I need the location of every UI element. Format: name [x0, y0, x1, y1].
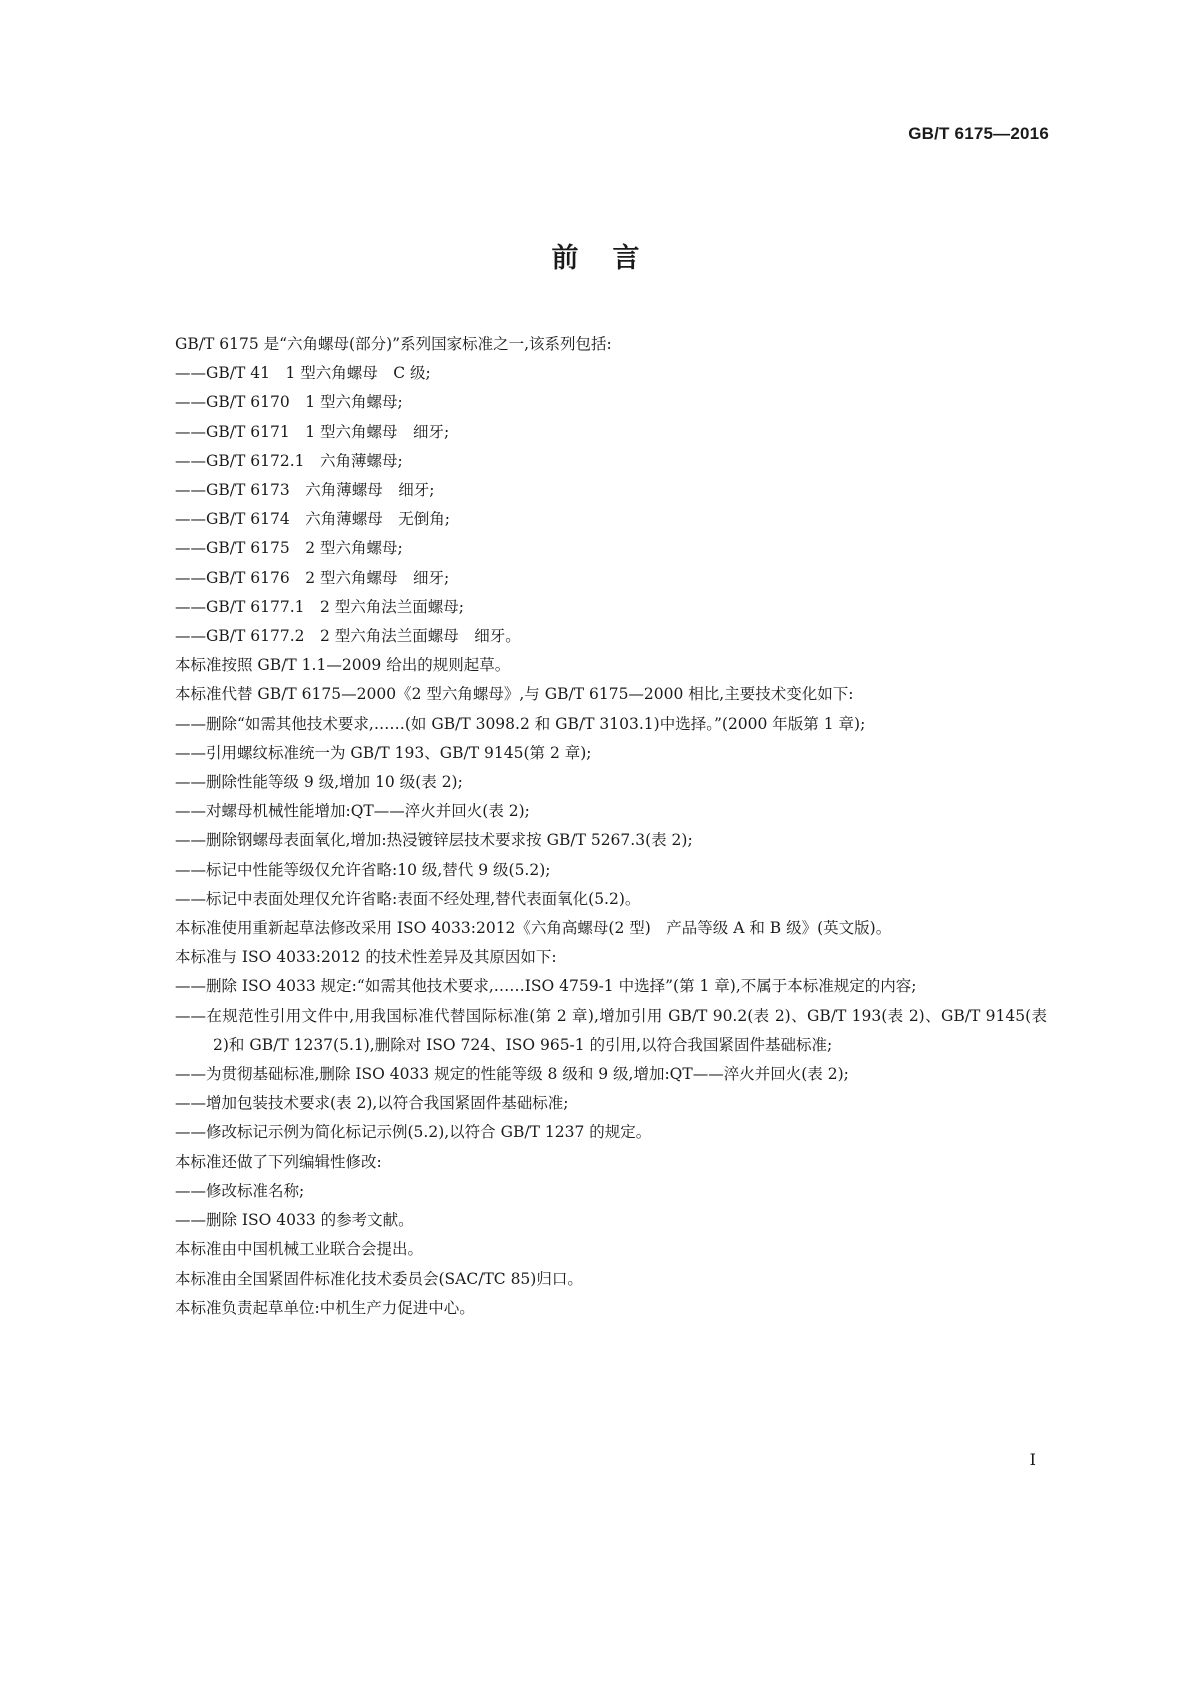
proposer-paragraph: 本标准由中国机械工业联合会提出。	[175, 1240, 424, 1259]
series-item: ——GB/T 6177.1 2 型六角法兰面螺母;	[175, 597, 465, 616]
editorial-paragraph: 本标准还做了下列编辑性修改:	[175, 1152, 382, 1171]
series-item: ——GB/T 6170 1 型六角螺母;	[175, 393, 403, 412]
change-item: ——删除钢螺母表面氧化,增加:热浸镀锌层技术要求按 GB/T 5267.3(表 2);	[175, 831, 693, 850]
replacement-paragraph: 本标准代替 GB/T 6175—2000《2 型六角螺母》,与 GB/T 6175—2000 相比,主要技术变化如下:	[175, 685, 854, 704]
difference-item: ——修改标记示例为简化标记示例(5.2),以符合 GB/T 1237 的规定。	[175, 1123, 652, 1142]
differences-paragraph: 本标准与 ISO 4033:2012 的技术性差异及其原因如下:	[175, 948, 557, 967]
difference-item: ——为贯彻基础标准,删除 ISO 4033 规定的性能等级 8 级和 9 级,增加:QT——淬火并回火(表 2);	[175, 1065, 849, 1084]
series-item: ——GB/T 41 1 型六角螺母 C 级;	[175, 364, 431, 383]
series-item: ——GB/T 6171 1 型六角螺母 细牙;	[175, 422, 450, 441]
standard-code: GB/T 6175—2016	[908, 124, 1049, 143]
change-item: ——标记中表面处理仅允许省略:表面不经处理,替代表面氧化(5.2)。	[175, 889, 641, 908]
drafter-paragraph: 本标准负责起草单位:中机生产力促进中心。	[175, 1298, 475, 1317]
change-item: ——删除性能等级 9 级,增加 10 级(表 2);	[175, 773, 463, 792]
editorial-item: ——删除 ISO 4033 的参考文献。	[175, 1211, 414, 1230]
drafting-rules-paragraph: 本标准按照 GB/T 1.1—2009 给出的规则起草。	[175, 656, 511, 675]
page-number: I	[1029, 1450, 1036, 1469]
series-item: ——GB/T 6177.2 2 型六角法兰面螺母 细牙。	[175, 627, 521, 646]
change-item: ——引用螺纹标准统一为 GB/T 193、GB/T 9145(第 2 章);	[175, 743, 592, 762]
foreword-body	[125, 330, 1047, 1323]
difference-item: ——在规范性引用文件中,用我国标准代替国际标准(第 2 章),增加引用 GB/T 90.2(表 2)、GB/T 193(表 2)、GB/T 9145(表 2)和 GB/T 1237(5.1),删除对 ISO 724、ISO 965-1 的引用,以符合我国紧固件基础标准;	[175, 1006, 1047, 1054]
series-item: ——GB/T 6175 2 型六角螺母;	[175, 539, 403, 558]
adoption-paragraph: 本标准使用重新起草法修改采用 ISO 4033:2012《六角高螺母(2 型) 产品等级 A 和 B 级》(英文版)。	[175, 919, 892, 938]
change-item: ——标记中性能等级仅允许省略:10 级,替代 9 级(5.2);	[175, 860, 551, 879]
change-item: ——对螺母机械性能增加:QT——淬火并回火(表 2);	[175, 802, 530, 821]
committee-paragraph: 本标准由全国紧固件标准化技术委员会(SAC/TC 85)归口。	[175, 1269, 583, 1288]
series-item: ——GB/T 6172.1 六角薄螺母;	[175, 451, 403, 470]
series-item: ——GB/T 6173 六角薄螺母 细牙;	[175, 481, 435, 500]
editorial-item: ——修改标准名称;	[175, 1181, 305, 1200]
change-item: ——删除“如需其他技术要求,……(如 GB/T 3098.2 和 GB/T 3103.1)中选择。”(2000 年版第 1 章);	[175, 714, 866, 733]
series-item: ——GB/T 6176 2 型六角螺母 细牙;	[175, 568, 450, 587]
series-item: ——GB/T 6174 六角薄螺母 无倒角;	[175, 510, 450, 529]
difference-item: ——删除 ISO 4033 规定:“如需其他技术要求,……ISO 4759-1 中选择”(第 1 章),不属于本标准规定的内容;	[175, 977, 917, 996]
intro-paragraph: GB/T 6175 是“六角螺母(部分)”系列国家标准之一,该系列包括:	[175, 335, 612, 353]
difference-item: ——增加包装技术要求(表 2),以符合我国紧固件基础标准;	[175, 1094, 569, 1113]
page-title: 前言	[551, 243, 674, 274]
